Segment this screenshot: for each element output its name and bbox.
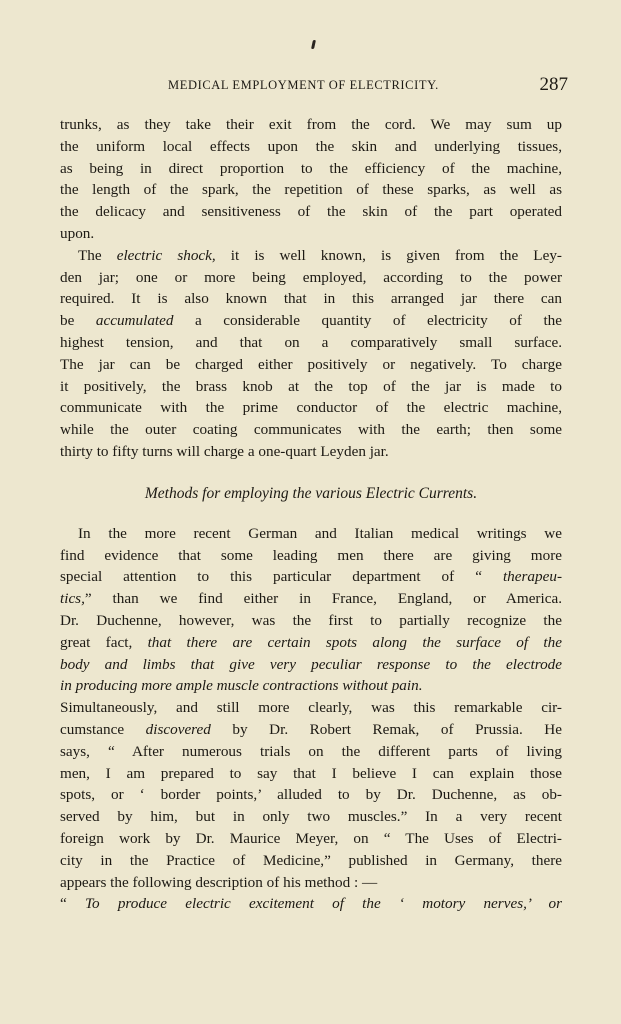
text-line: highest tension, and that on a comparatively small surface. xyxy=(60,333,562,351)
text-run: it is well known, is given from the Ley- xyxy=(215,246,562,264)
text-line: thirty to fifty turns will charge a one-quart Leyden jar. xyxy=(60,442,389,460)
italic-term: discovered xyxy=(145,720,211,738)
text-line: as being in direct proportion to the efficiency of the machine, xyxy=(60,159,562,177)
text-run: “ xyxy=(60,895,85,913)
text-run: by Dr. Robert Remak, of Prussia. He xyxy=(210,720,562,738)
text-line xyxy=(60,588,562,610)
running-head xyxy=(168,74,568,100)
text-line: it positively, the brass knob at the top of the jar is made to xyxy=(60,377,562,395)
text-line: trunks, as they take their exit from the cord. We may sum up xyxy=(60,116,562,133)
text-run: special attention to this particular department of “ xyxy=(60,568,503,586)
text-run: be xyxy=(60,312,96,330)
ink-mark xyxy=(311,40,316,49)
text-line: the length of the spark, the repetition of these sparks, as well as xyxy=(60,181,562,199)
text-run: cumstance xyxy=(60,720,146,738)
paragraph-continuation xyxy=(60,114,562,245)
italic-term: electric shock, xyxy=(116,246,216,264)
text-line: the delicacy and sensitiveness of the skin of the part operated xyxy=(60,203,562,221)
page-number: 287 xyxy=(539,74,568,95)
text-run: ” than we find either in France, England, or America. xyxy=(84,590,562,608)
text-line: served by him, but in only two muscles.” In a very recent xyxy=(60,808,562,826)
text-line: required. It is also known that in this arranged jar there can xyxy=(60,290,562,308)
text-line: appears the following description of his method : — xyxy=(60,873,378,891)
text-line: upon. xyxy=(60,224,95,242)
text-line: den jar; one or more being employed, according to the power xyxy=(60,268,562,286)
text-line xyxy=(60,245,562,267)
text-line xyxy=(60,632,562,654)
italic-quote: To produce electric excitement of the ‘ motory nerves,’ or xyxy=(84,895,562,913)
text-line xyxy=(60,310,562,332)
text-line: says, “ After numerous trials on the different parts of living xyxy=(60,742,562,760)
text-run: great fact, xyxy=(60,633,148,651)
running-title: MEDICAL EMPLOYMENT OF ELECTRICITY. xyxy=(168,78,439,92)
text-line: In the more recent German and Italian medical writings we xyxy=(78,524,562,542)
paragraph-electric-shock xyxy=(60,245,562,463)
text-line: men, I am prepared to say that I believe I can explain those xyxy=(60,764,562,782)
text-line xyxy=(60,566,562,588)
text-line: city in the Practice of Medicine,” published in Germany, there xyxy=(60,851,562,869)
text-line xyxy=(60,719,562,741)
text-run: The xyxy=(78,246,117,264)
italic-term: therapeu- xyxy=(502,568,562,586)
text-line xyxy=(60,893,562,915)
text-line: the uniform local effects upon the skin and underlying tissues, xyxy=(60,137,562,155)
text-line: find evidence that some leading men there are giving more xyxy=(60,546,562,564)
text-line: communicate with the prime conductor of the electric machine, xyxy=(60,399,562,417)
text-line: spots, or ‘ border points,’ alluded to by Dr. Duchenne, as ob- xyxy=(60,786,562,804)
text-line: Dr. Duchenne, however, was the first to partially recognize the xyxy=(60,611,562,629)
page-body xyxy=(60,114,562,915)
italic-term: accumulated xyxy=(95,312,174,330)
paragraph-methods xyxy=(60,523,562,915)
italic-term: tics, xyxy=(60,590,85,608)
italic-passage: that there are certain spots along the surface of the xyxy=(147,633,562,651)
text-line: while the outer coating communicates with the earth; then some xyxy=(60,421,562,439)
text-run: a considerable quantity of electricity of the xyxy=(173,312,562,330)
italic-line: body and limbs that give very peculiar response to the electrode xyxy=(60,655,562,673)
section-heading: Methods for employing the various Electric Currents. xyxy=(144,484,478,502)
text-line: The jar can be charged either positively or negatively. To charge xyxy=(60,355,562,373)
text-line: Simultaneously, and still more clearly, was this remarkable cir- xyxy=(60,699,562,717)
text-line: foreign work by Dr. Maurice Meyer, on “ The Uses of Electri- xyxy=(60,829,562,847)
italic-line: in producing more ample muscle contractions without pain. xyxy=(60,677,423,695)
